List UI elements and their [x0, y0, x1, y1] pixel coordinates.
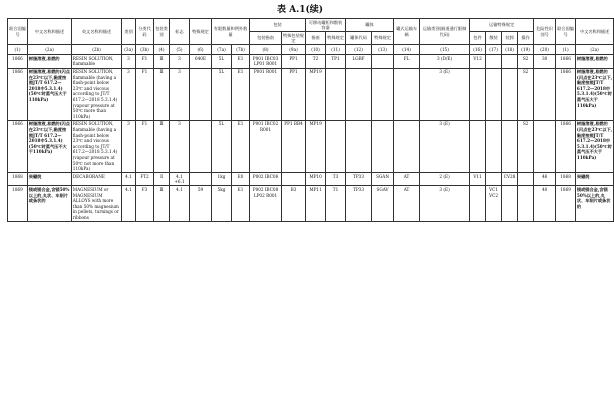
col-number: (20) — [534, 45, 556, 55]
cell-c8: P001 R001 — [250, 68, 282, 120]
col-number: (7a) — [212, 45, 232, 55]
cell-c7b: E1 — [232, 68, 250, 120]
cell-c15: 2 (E) — [420, 173, 470, 186]
cell-c7b: E0 — [232, 173, 250, 186]
cell-c11: TP1 — [326, 55, 346, 68]
cell-c14: FL — [394, 55, 420, 68]
cell-c4: Ⅲ — [154, 120, 170, 172]
cell-c3b: F3 — [136, 186, 154, 222]
hdr-labels: 标志 — [170, 19, 190, 45]
cell-en: DECABORANE — [72, 173, 122, 186]
col-number: (8) — [250, 45, 282, 55]
cell-cn: 癸硼烷 — [28, 173, 72, 186]
cell-c8: P002 IBC08 LP02 R001 — [250, 186, 282, 222]
cell-c4: Ⅲ — [154, 55, 170, 68]
cell-c10: MP19 — [306, 120, 326, 172]
hdr-en-name: 英文名称和描述 — [72, 19, 122, 45]
cell-c11: T1 — [326, 186, 346, 222]
cell-c15: 3 (E) — [420, 68, 470, 120]
cell-un: 1866 — [8, 68, 28, 120]
cell-c13 — [372, 120, 394, 172]
cell-c17 — [486, 68, 502, 120]
cell-c13: SGAV — [372, 186, 394, 222]
cell-c16: V12 — [470, 55, 486, 68]
col-number: (5) — [170, 45, 190, 55]
cell-c6: 640E — [190, 55, 212, 68]
hdr-packing-instructions: 包装指南 — [250, 32, 282, 45]
hdr-class: 类别 — [122, 19, 136, 45]
cell-c18 — [502, 186, 518, 222]
cell-c7a: 5L — [212, 55, 232, 68]
col-number: (17) — [486, 45, 502, 55]
cell-c14: AT — [394, 186, 420, 222]
col-number: (9a) — [282, 45, 306, 55]
hdr-tank-instructions: 指南 — [306, 32, 326, 45]
hdr-loading: 装卸 — [502, 32, 518, 45]
cell-c10: MP19 — [306, 68, 326, 120]
cell-c3b: F1 — [136, 120, 154, 172]
cell-c14 — [394, 120, 420, 172]
cell-c7a: 5L — [212, 68, 232, 120]
col-number: (19) — [518, 45, 534, 55]
cell-c15: 3 (E) — [420, 120, 470, 172]
cell-c3b: F1 — [136, 55, 154, 68]
cell-c9a: PP1 BB4 — [282, 120, 306, 172]
cell-c7a: 1kg — [212, 173, 232, 186]
cell-c19: S2 — [518, 55, 534, 68]
cell-c16 — [470, 68, 486, 120]
cell-c3a: 4.1 — [122, 173, 136, 186]
col-number: (1) — [8, 45, 28, 55]
cell-cn: 树脂溶液,易燃的(闪点在23℃以下,黏度按照JT/T 617.2—2018中5.3.1.4)(50℃时蒸气压大于110kPa) — [28, 68, 72, 120]
cell-en: MAGNESIUM or MAGNESIUM ALLOYS with more than 50% magnesium in pellets, turnings or ribbons — [72, 186, 122, 222]
cell-c5: 4.1 +6.1 — [170, 173, 190, 186]
cell-c18: CV28 — [502, 173, 518, 186]
hdr-operation: 操作 — [518, 32, 534, 45]
cell-c3a: 3 — [122, 68, 136, 120]
col-number: (2a) — [28, 45, 72, 55]
cell-en: RESIN SOLUTION, flammable (having a flash-point below 23℃ and viscous according to JT/T 617.2—2018 5.3.1.4) (vapour pressure at 50℃ more than 110kPa) — [72, 68, 122, 120]
cell-c8: P001 IBC02 R001 — [250, 120, 282, 172]
cell-c13: SGAN — [372, 173, 394, 186]
cell-c7b: E1 — [232, 186, 250, 222]
cell-c12: TP33 — [346, 186, 372, 222]
hdr-transport-special: 运输特殊规定 — [470, 19, 534, 32]
cell-c12: LGBF — [346, 55, 372, 68]
cell-un: 1868 — [8, 173, 28, 186]
cell-c13 — [372, 55, 394, 68]
cell-c20: 46 — [534, 173, 556, 186]
cell-c17 — [486, 55, 502, 68]
hdr-bulk: 散装 — [486, 32, 502, 45]
cell-c16 — [470, 120, 486, 172]
cell-c11: T3 — [326, 173, 346, 186]
cell-c6 — [190, 120, 212, 172]
cell-c19 — [518, 173, 534, 186]
hdr-vehicle: 罐式运输车辆 — [394, 19, 420, 45]
hdr-portable-tanks: 可移动罐柜和散装容器 — [306, 19, 346, 32]
hdr-packing: 包装 — [250, 19, 306, 32]
cell-c3a: 3 — [122, 55, 136, 68]
cell-c4: Ⅲ — [154, 68, 170, 120]
hdr-packing-group: 包装类别 — [154, 19, 170, 45]
cell-c12 — [346, 68, 372, 120]
cell-c3a: 3 — [122, 120, 136, 172]
col-number: (18) — [502, 45, 518, 55]
cell-c5: 3 — [170, 68, 190, 120]
table-row — [8, 186, 614, 222]
cell-c9a: B3 — [282, 186, 306, 222]
cell-cn2: 癸硼烷 — [576, 173, 614, 186]
cell-c4: Ⅲ — [154, 186, 170, 222]
col-number: (14) — [394, 45, 420, 55]
cell-c11 — [326, 120, 346, 172]
hdr-un-no: 联合国编号 — [8, 19, 28, 45]
col-number: (3a) — [122, 45, 136, 55]
cell-c20 — [534, 120, 556, 172]
cell-c20: 30 — [534, 55, 556, 68]
cell-c14 — [394, 68, 420, 120]
cell-c10: T2 — [306, 55, 326, 68]
cell-c18 — [502, 120, 518, 172]
cell-c3a: 4.1 — [122, 186, 136, 222]
cell-c5: 3 — [170, 120, 190, 172]
col-number: (1) — [556, 45, 576, 55]
cell-un2: 1868 — [556, 173, 576, 186]
cell-cn: 镁或镁合金,含镁50%以上的,丸状、车削片或条状的 — [28, 186, 72, 222]
cell-un: 1869 — [8, 186, 28, 222]
cell-un2: 1866 — [556, 68, 576, 120]
hdr-hazard-id: 危险性识别号 — [534, 19, 556, 45]
cell-un: 1866 — [8, 120, 28, 172]
col-number: (16) — [470, 45, 486, 55]
cell-c18 — [502, 55, 518, 68]
cell-c8: P002 IBC06 — [250, 173, 282, 186]
cell-c16: V11 — [470, 173, 486, 186]
hdr-un-no-2: 联合国编号 — [556, 19, 576, 45]
cell-c7a: 5kg — [212, 186, 232, 222]
hdr-limited-excepted: 有限数量和例外数量 — [212, 19, 250, 45]
cell-cn2: 镁或镁合金,含镁50%以上的,丸状、车削片或条状的 — [576, 186, 614, 222]
cell-c14: AT — [394, 173, 420, 186]
page-title: 表 A.1(续) — [276, 5, 324, 15]
hdr-class-code: 分类代码 — [136, 19, 154, 45]
col-number: (12) — [346, 45, 372, 55]
cell-en: RESIN SOLUTION, flammable — [72, 55, 122, 68]
cell-c15: 3 (E) — [420, 186, 470, 222]
cell-c7b: E1 — [232, 55, 250, 68]
col-number: (7b) — [232, 45, 250, 55]
hdr-cn-name: 中文名称和描述 — [28, 19, 72, 45]
cell-c9a: PP1 — [282, 68, 306, 120]
hdr-cn-name-2: 中文名称和描述 — [576, 19, 614, 45]
cell-c10: MP10 — [306, 173, 326, 186]
col-number: (10) — [306, 45, 326, 55]
cell-c20: 40 — [534, 186, 556, 222]
cell-c19: S2 — [518, 120, 534, 172]
col-number: (3b) — [136, 45, 154, 55]
hdr-tank-special: 特殊规定 — [326, 32, 346, 45]
col-number: (6) — [190, 45, 212, 55]
cell-cn2: 树脂溶液,易燃的 — [576, 55, 614, 68]
cell-c6 — [190, 173, 212, 186]
cell-un2: 1866 — [556, 120, 576, 172]
cell-c5: 4.1 — [170, 186, 190, 222]
cell-cn: 树脂溶液,易燃的 — [28, 55, 72, 68]
cell-c17: VC1 VC2 — [486, 186, 502, 222]
cell-c5: 3 — [170, 55, 190, 68]
hdr-special-packing: 特殊包装规定 — [283, 32, 304, 44]
cell-c13 — [372, 68, 394, 120]
table-row — [8, 120, 614, 172]
cell-c12 — [346, 120, 372, 172]
table-row — [8, 68, 614, 120]
cell-c6: 59 — [190, 186, 212, 222]
hdr-special-provisions: 特殊规定 — [190, 19, 212, 45]
cell-c19: S2 — [518, 68, 534, 120]
cell-cn2: 树脂溶液,易燃的(闪点在23℃以下,黏度按照JT/T 617.2—2018中5.3.1.4)(50℃时蒸气压大于110kPa) — [576, 68, 614, 120]
cell-c4: Ⅱ — [154, 173, 170, 186]
cell-c7b: E1 — [232, 120, 250, 172]
dangerous-goods-table — [7, 18, 614, 222]
cell-cn2: 树脂溶液,易燃的(闪点在23℃以下,黏度按照JT/T 617.2—2018中5.3.1.4)(50℃时蒸气压不大于110kPa) — [576, 120, 614, 172]
cell-en: RESIN SOLUTION, flammable (having a flash-point below 23℃ and viscous according to JT/T 617.2—2018 5.3.1.4) (vapour pressure at 50℃ not more than 110kPa) — [72, 120, 122, 172]
table-row — [8, 173, 614, 186]
cell-c12: TP33 — [346, 173, 372, 186]
cell-c9a: PP1 — [282, 55, 306, 68]
cell-c16 — [470, 186, 486, 222]
col-number: (13) — [372, 45, 394, 55]
cell-c18 — [502, 68, 518, 120]
hdr-tank-code: 罐体代码 — [346, 32, 372, 45]
col-number: (2a) — [576, 45, 614, 55]
cell-c6 — [190, 68, 212, 120]
col-number: (15) — [420, 45, 470, 55]
table-row — [8, 55, 614, 68]
hdr-transport-category: 运输类别(隧道通行限制代码) — [420, 19, 470, 45]
cell-c3b: F1 — [136, 68, 154, 120]
cell-c20 — [534, 68, 556, 120]
hdr-packages: 包件 — [470, 32, 486, 45]
cell-c17 — [486, 120, 502, 172]
cell-c17 — [486, 173, 502, 186]
cell-cn: 树脂溶液,易燃的(闪点在23℃以下,黏度按照JT/T 617.2—2018中5.3.1.4)(50℃时蒸气压不大于110kPa) — [28, 120, 72, 172]
cell-c15: 3 (D/E) — [420, 55, 470, 68]
col-number: (11) — [326, 45, 346, 55]
cell-un2: 1869 — [556, 186, 576, 222]
cell-c3b: FT2 — [136, 173, 154, 186]
cell-c9a — [282, 173, 306, 186]
hdr-tank-special-2: 特殊规定 — [372, 32, 394, 45]
hdr-tanks: 罐体 — [346, 19, 394, 32]
cell-c11 — [326, 68, 346, 120]
cell-c8: P001 IBC03 LP01 R001 — [250, 55, 282, 68]
col-number: (4) — [154, 45, 170, 55]
cell-c10: MP11 — [306, 186, 326, 222]
cell-c19 — [518, 186, 534, 222]
cell-un2: 1866 — [556, 55, 576, 68]
col-number: (2b) — [72, 45, 122, 55]
cell-c7a: 5L — [212, 120, 232, 172]
cell-un: 1866 — [8, 55, 28, 68]
